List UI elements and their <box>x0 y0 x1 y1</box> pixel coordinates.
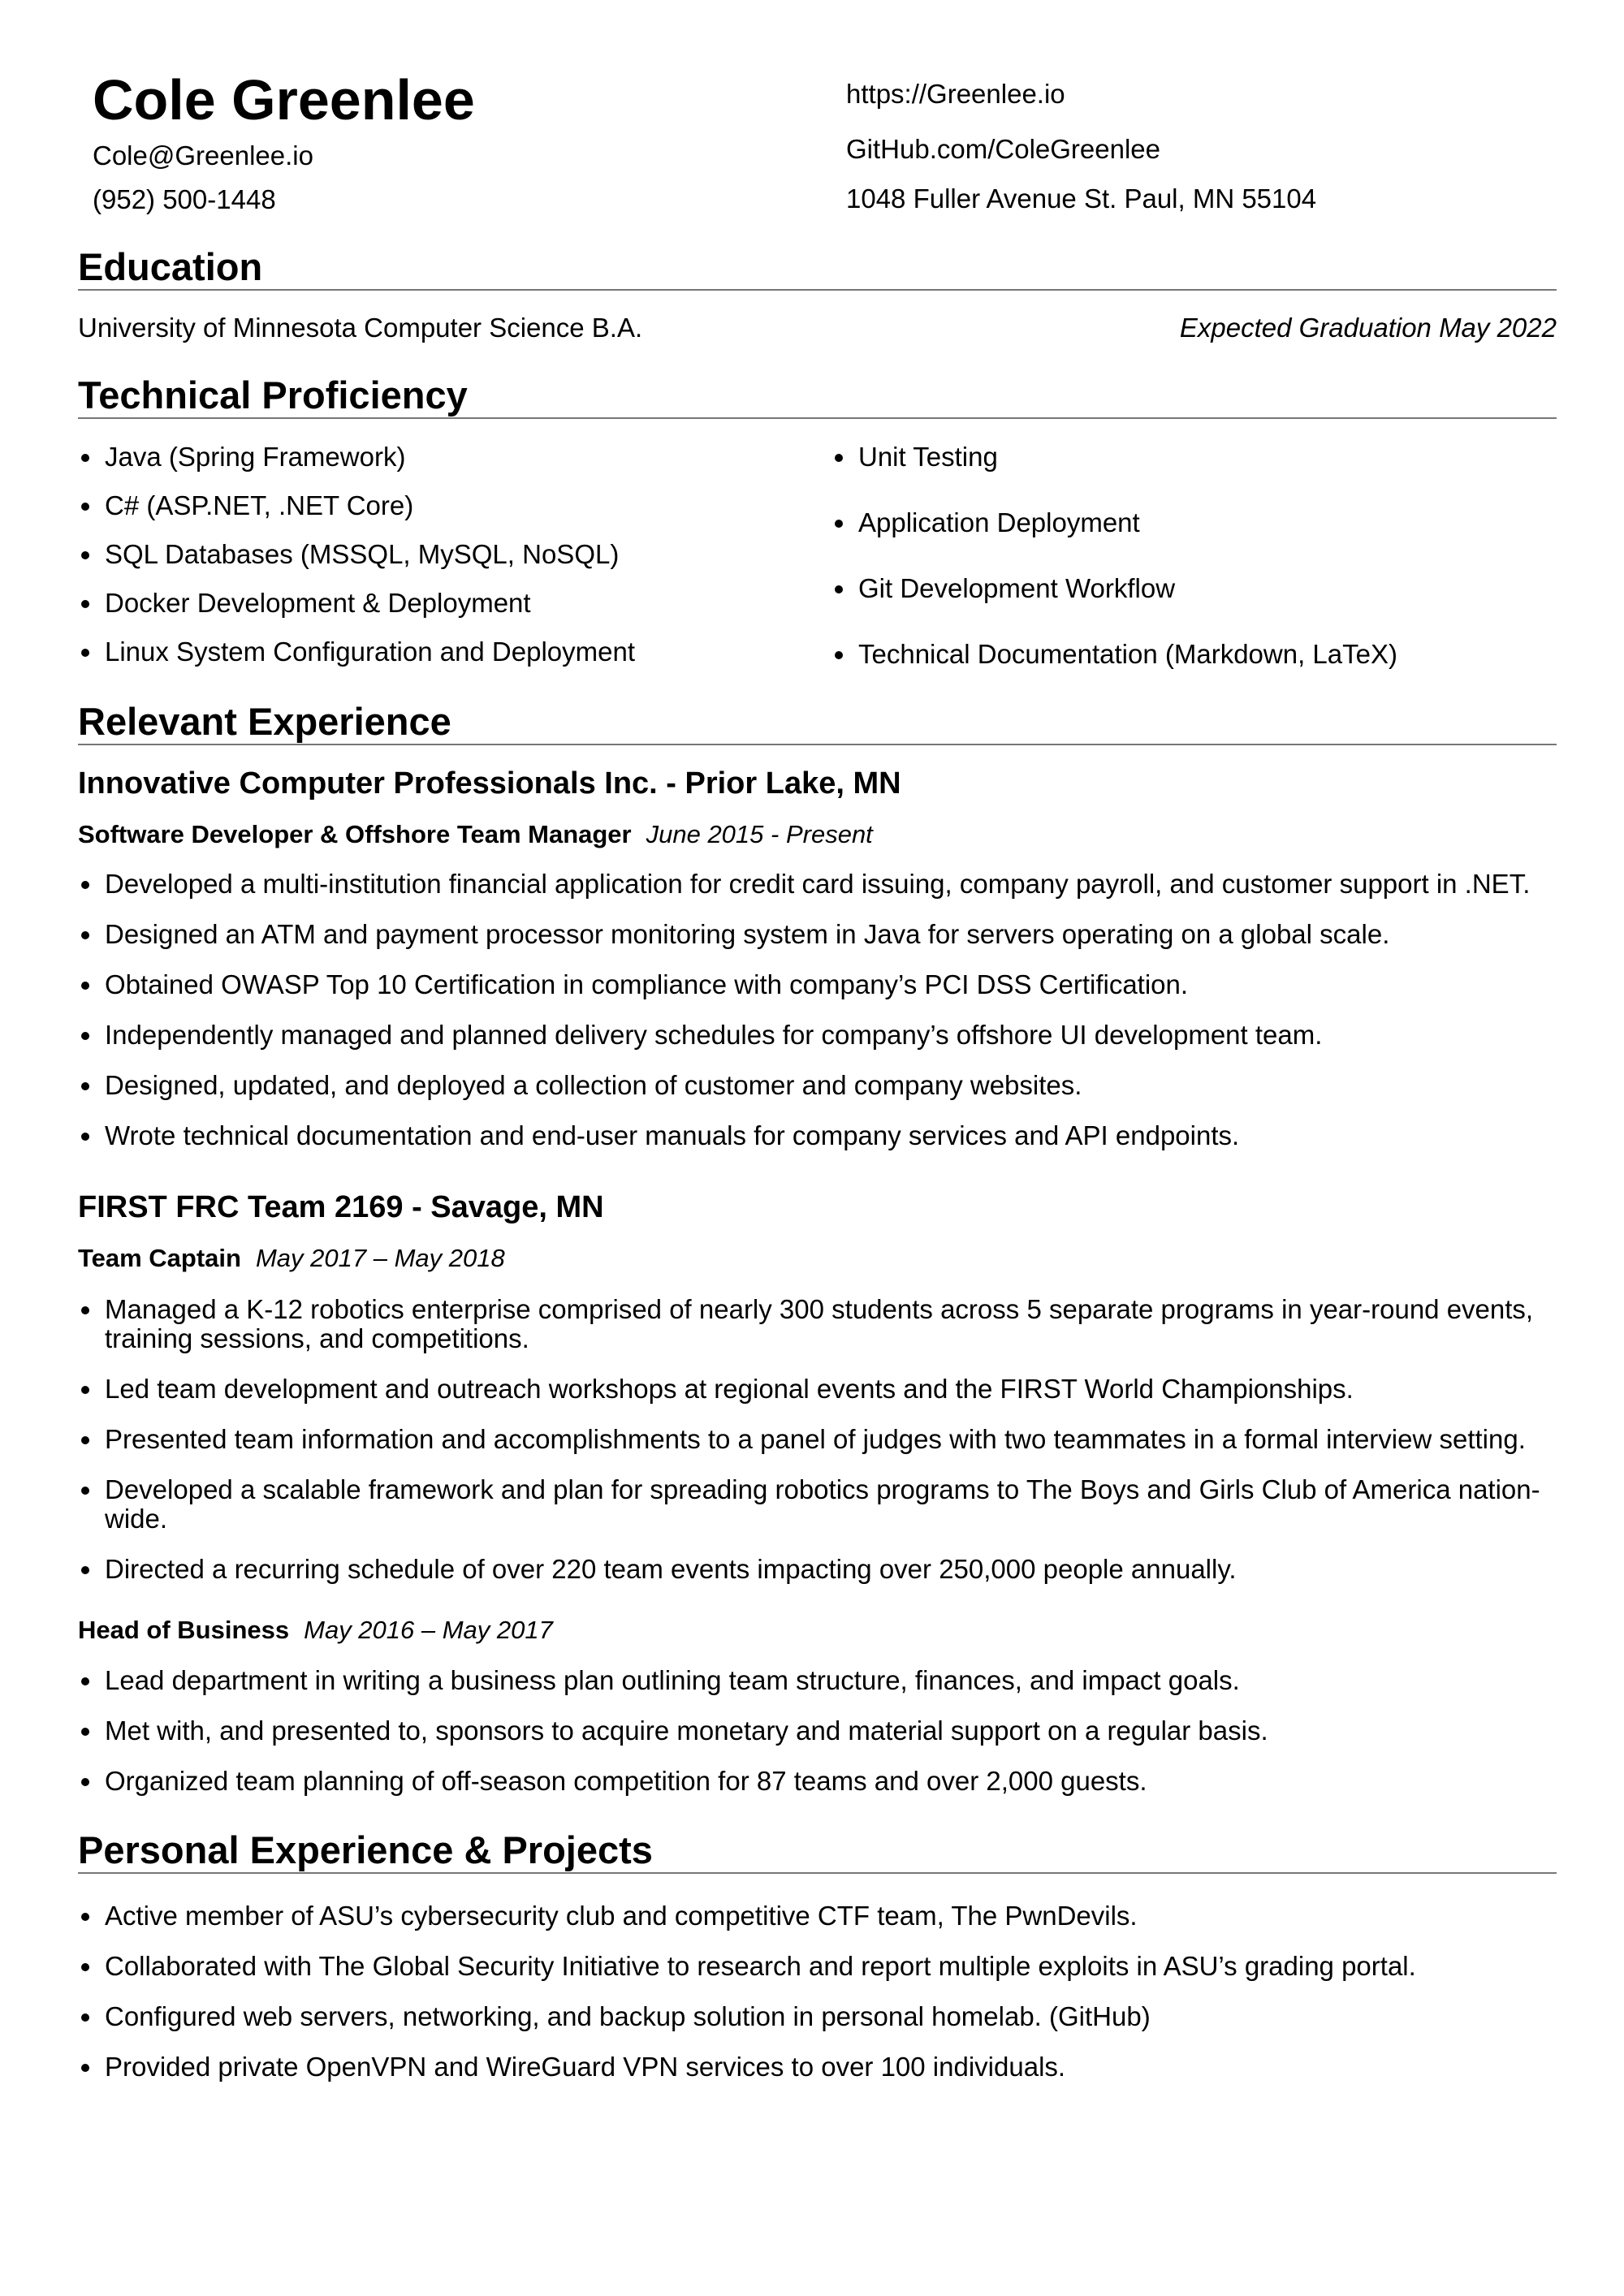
email[interactable]: Cole@Greenlee.io <box>93 140 313 170</box>
role-line <box>78 1616 553 1645</box>
role-line <box>78 820 873 849</box>
list-item: Organized team planning of off-season competition for 87 teams and over 2,000 guests. <box>78 1767 1557 1796</box>
github-link[interactable]: GitHub.com/ColeGreenlee <box>846 134 1161 164</box>
address: 1048 Fuller Avenue St. Paul, MN 55104 <box>846 183 1317 214</box>
list-item: Independently managed and planned delivery schedules for company’s offshore UI development team. <box>78 1021 1557 1050</box>
list-item: Application Deployment <box>831 508 1557 537</box>
list-item: SQL Databases (MSSQL, MySQL, NoSQL) <box>78 540 793 569</box>
list-item: Lead department in writing a business plan outlining team structure, finances, and impact goals. <box>78 1666 1557 1695</box>
technical-list-right <box>831 442 1557 669</box>
list-item: Git Development Workflow <box>831 574 1557 603</box>
business-bullets <box>78 1666 1557 1796</box>
list-item: Developed a multi-institution financial application for credit card issuing, company payroll, and customer support in .NET. <box>78 870 1557 899</box>
list-item: Managed a K-12 robotics enterprise comprised of nearly 300 students across 5 separate programs in year-round events, training sessions, and competitions. <box>78 1295 1557 1353</box>
list-item: Linux System Configuration and Deployment <box>78 637 793 667</box>
role-title: Head of Business <box>78 1616 290 1644</box>
list-item: Provided private OpenVPN and WireGuard VPN services to over 100 individuals. <box>78 2052 1557 2082</box>
personal-heading: Personal Experience & Projects <box>78 1828 1557 1874</box>
list-item: Collaborated with The Global Security Initiative to research and report multiple exploits in ASU’s grading portal. <box>78 1952 1557 1981</box>
education-heading: Education <box>78 245 1557 291</box>
icp-bullets <box>78 870 1557 1150</box>
list-item: C# (ASP.NET, .NET Core) <box>78 491 793 520</box>
list-item: Unit Testing <box>831 442 1557 472</box>
list-item: Designed an ATM and payment processor monitoring system in Java for servers operating on a global scale. <box>78 920 1557 949</box>
list-item: Configured web servers, networking, and backup solution in personal homelab. (GitHub) <box>78 2002 1557 2031</box>
list-item: Developed a scalable framework and plan for spreading robotics programs to The Boys and Girls Club of America nation-wide. <box>78 1475 1557 1534</box>
role-date: May 2016 – May 2017 <box>304 1616 553 1644</box>
technical-list-left <box>78 442 793 667</box>
list-item: Java (Spring Framework) <box>78 442 793 472</box>
personal-bullets <box>78 1901 1557 2082</box>
phone: (952) 500-1448 <box>93 184 276 214</box>
list-item: Obtained OWASP Top 10 Certification in compliance with company’s PCI DSS Certification. <box>78 970 1557 999</box>
header-left <box>93 63 791 214</box>
role-title: Software Developer & Offshore Team Manager <box>78 820 632 848</box>
role-line <box>78 1244 505 1273</box>
list-item: Led team development and outreach workshops at regional events and the FIRST World Championships. <box>78 1375 1557 1404</box>
website-link[interactable]: https://Greenlee.io <box>846 79 1065 109</box>
list-item: Technical Documentation (Markdown, LaTeX) <box>831 640 1557 669</box>
candidate-name: Cole Greenlee <box>93 68 475 132</box>
company-name: Innovative Computer Professionals Inc. - Prior Lake, MN <box>78 766 901 801</box>
technical-heading: Technical Proficiency <box>78 373 1557 419</box>
role-title: Team Captain <box>78 1244 241 1272</box>
company-name: FIRST FRC Team 2169 - Savage, MN <box>78 1190 604 1224</box>
list-item: Directed a recurring schedule of over 220 team events impacting over 250,000 people annually. <box>78 1555 1557 1584</box>
education-degree: University of Minnesota Computer Science B.A. <box>78 313 643 343</box>
list-item: Presented team information and accomplishments to a panel of judges with two teammates in a formal interview setting. <box>78 1425 1557 1454</box>
list-item: Designed, updated, and deployed a collection of customer and company websites. <box>78 1071 1557 1100</box>
education-graduation: Expected Graduation May 2022 <box>1179 313 1557 343</box>
list-item: Active member of ASU’s cybersecurity club and competitive CTF team, The PwnDevils. <box>78 1901 1557 1931</box>
list-item: Met with, and presented to, sponsors to acquire monetary and material support on a regular basis. <box>78 1716 1557 1746</box>
list-item: Wrote technical documentation and end-user manuals for company services and API endpoints. <box>78 1121 1557 1150</box>
role-date: May 2017 – May 2018 <box>255 1244 505 1272</box>
captain-bullets <box>78 1295 1557 1584</box>
role-date: June 2015 - Present <box>646 820 873 848</box>
relevant-experience-heading: Relevant Experience <box>78 700 1557 745</box>
list-item: Docker Development & Deployment <box>78 589 793 618</box>
